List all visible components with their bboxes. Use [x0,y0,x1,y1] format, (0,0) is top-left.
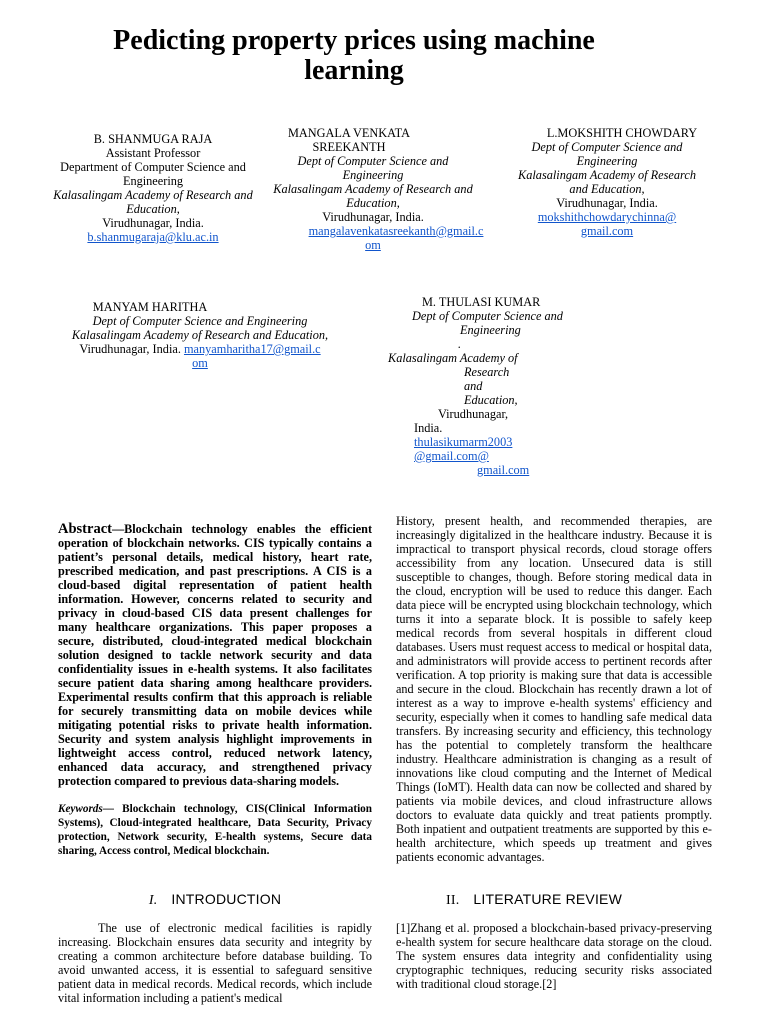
author-city: Virudhunagar, India. [556,196,658,210]
author-institution: Kalasalingam Academy of [388,351,518,365]
author-name: MANYAM HARITHA [92,300,208,314]
author-dept: Dept of Computer Science and [412,309,563,323]
author-dept: Engineering [576,154,638,168]
literature-review-text: [1]Zhang et al. proposed a blockchain-based privacy-preserving e-health system for secure healthcare data storage on the cloud. The system ensures data integrity and confidentiality using cryptographic techniques, reducing security risks associated with traditional cloud storage.[2] [396,921,712,991]
author-institution: Education, [346,196,400,210]
keywords-label: Keywords [58,803,103,815]
author-institution: Kalasalingam Academy of Research and [273,182,473,196]
author-dot: . [458,337,462,351]
section-heading-introduction [58,891,372,909]
author-institution: Kalasalingam Academy of Research and Education, [71,328,329,342]
title-line-1: Pedicting property prices using machine [113,25,595,56]
author-dept: Engineering [460,323,521,337]
author-city: Virudhunagar, India. [322,210,424,224]
author-dept: Dept of Computer Science and [531,140,683,154]
section-heading-literature-review [396,891,712,909]
author-institution: Education, [126,202,180,216]
title-line-2: learning [304,55,404,86]
author-dept: Department of Computer Science and [60,160,246,174]
abstract-text: —Blockchain technology enables the efficient operation of blockchain networks. CIS typically contains a patient’s personal details, medical history, heart rate, prescribed medication, and past prescriptions. A CIS is a cloud-based digital representation of patient health information. However, concerns related to security and privacy in cloud-based CIS data present challenges for many healthcare organizations. This paper proposes a secure, distributed, cloud-integrated medical blockchain solution designed to tackle network security and data confidentiality issues in e-health systems. It also facilitates secure patient data sharing among healthcare providers. Experimental results confirm that this approach is reliable for securely transmitting data on mobile devices while mitigating potential risks to private health information. Security and system analysis highlight improvements in lightweight access control, reduced network latency, enhanced data accuracy, and strengthened privacy protection compared to previous data-sharing models. [58,522,372,788]
abstract-label: Abstract [58,521,112,537]
section-number: I. [148,893,158,908]
author-city: India. [414,421,443,435]
author-city: Virudhunagar, India. [102,216,204,230]
section-number: II. [445,893,460,908]
author-block-3 [502,126,712,238]
introduction-text: The use of electronic medical facilities is rapidly increasing. Blockchain ensures data security and integrity by creating a common architecture before database building. To avoid unwanted access, it is essential to safeguard sensitive patient data in medical records. Medical records, which include vital information including a patient's medical [58,921,372,1005]
author-institution: and Education, [569,182,645,196]
section-title: LITERATURE REVIEW [473,891,623,907]
author-city: Virudhunagar, [438,407,509,421]
left-column [58,522,372,858]
author-email-link[interactable]: thulasikumarm2003 [414,435,513,449]
author-name: B. SHANMUGA RAJA [93,132,213,146]
author-role: Assistant Professor [105,146,201,160]
author-email-link[interactable]: gmail.com [477,463,530,477]
author-email-link[interactable]: mokshithchowdarychinna@ [537,210,677,224]
keywords-text: — Blockchain technology, CIS(Clinical Information Systems), Cloud-integrated healthcare, Data Security, Privacy protection, Network security, E-health systems, Secure data sharing, Access control, Medical blockchain. [58,803,372,857]
author-institution: Education, [464,393,518,407]
author-email-link[interactable]: @gmail.com@ [414,449,489,463]
author-dept: Engineering [342,168,404,182]
keywords [58,802,372,858]
author-block-2 [262,126,484,252]
author-institution: Kalasalingam Academy of Research and [53,188,253,202]
author-email-link[interactable]: manyamharitha17@gmail.c [183,342,321,356]
author-institution: Kalasalingam Academy of Research [518,168,696,182]
author-block-4 [55,300,345,370]
author-email-link[interactable]: gmail.com [580,224,634,238]
author-email-link[interactable]: om [192,356,208,370]
author-dept: Engineering [122,174,184,188]
author-name: M. THULASI KUMAR [422,295,541,309]
author-institution: and [464,379,483,393]
right-column-text: History, present health, and recommended therapies, are increasingly digitalized in the healthcare industry. Because it is impractical to transport physical records, cloud storage offers accessibility from any location. Unsecured data is still susceptible to changes, though. Before storing medical data in the cloud, encryption will be used to reduce this danger. Each data piece will be encrypted using blockchain technology, which turns it into a separate block. It is possible to safely keep medical records from several hospitals in different cloud databases. Users must request access to medical or hospital data, and administrators will provide access to pertinent records after verification. A top priority is making sure that data is accessible and secure in the cloud. Blockchain has recently drawn a lot of interest as a way to improve e-health systems' efficiency and security, especially when it comes to handling safe medical data transfers. By increasing security and efficiency, this technology has the potential to completely transform the healthcare industry. Healthcare administration is changing as a result of innovations like cloud computing and the Internet of Medical Things (IoMT). Health data can now be collected and shared by patients via mobile devices, and cloud infrastructure allows doctors to evaluate data quickly and treat patients promptly. Both inpatient and outpatient treatments are supported by this e-health architecture, which speeds up treatment and gives patients economic advantages. [396,514,712,864]
author-name: SREEKANTH [312,140,386,154]
paper-title [0,26,708,86]
abstract [58,522,372,788]
author-email-link[interactable]: b.shanmugaraja@klu.ac.in [87,230,219,244]
author-email-link[interactable]: mangalavenkatasreekanth@gmail.c [308,224,484,238]
author-block-1 [28,132,278,244]
section-title: INTRODUCTION [171,891,282,907]
author-dept: Dept of Computer Science and [297,154,449,168]
author-name: L.MOKSHITH CHOWDARY [546,126,698,140]
author-email-link[interactable]: om [365,238,381,252]
author-name: MANGALA VENKATA [287,126,411,140]
author-block-5 [384,295,584,477]
author-city: Virudhunagar, India. [79,342,181,356]
author-institution: Research [464,365,510,379]
author-dept: Dept of Computer Science and Engineering [92,314,308,328]
